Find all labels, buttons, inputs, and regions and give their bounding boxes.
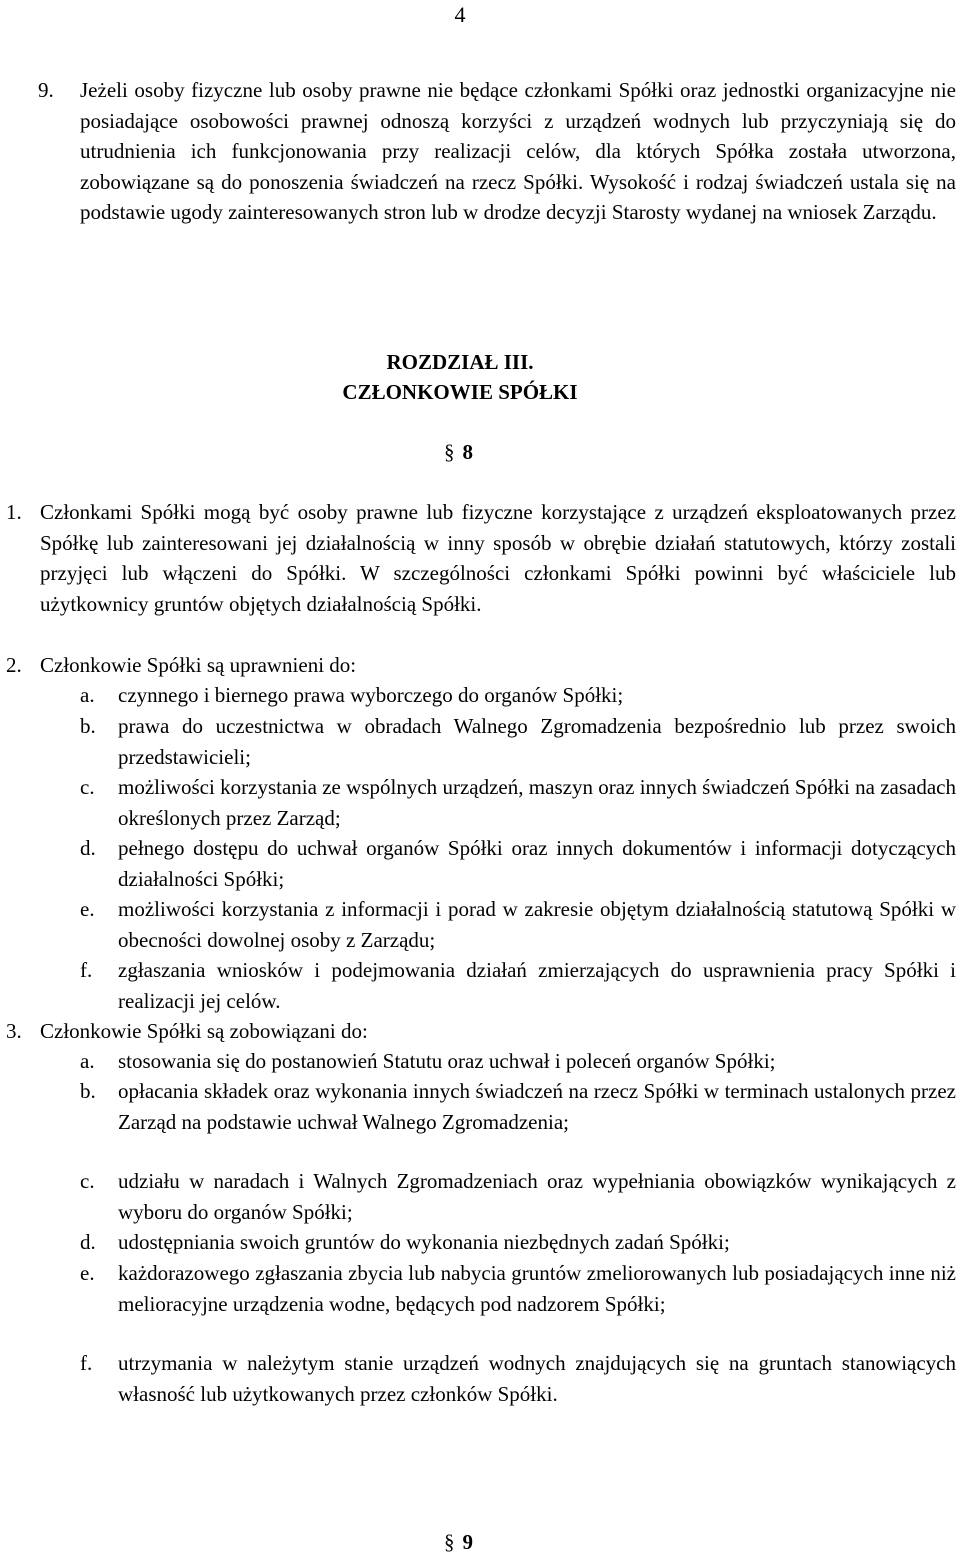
section-number: 8 [462, 440, 473, 464]
list-item: możliwości korzystania ze wspólnych urządzeń, maszyn oraz innych świadczeń Spółki na zasadach określonych przez Zarząd; [118, 775, 956, 830]
section-9-heading [444, 1527, 473, 1557]
list-item-letter: e. [80, 1261, 95, 1285]
list-item: czynnego i biernego prawa wyborczego do organów Spółki; [118, 683, 624, 707]
point-number: 1. [6, 500, 22, 524]
point-1-text: Członkami Spółki mogą być osoby prawne lub fizyczne korzystające z urządzeń eksploatowanych przez Spółkę lub zainteresowani jej działalnością w inny sposób w obrębie działań statutowych, którzy zostali przyjęci lub włączeni do Spółki. W szczególności członkami Spółki powinni być właściciele lub użytkownicy gruntów objętych działalnością Spółki. [40, 500, 956, 616]
section-sign: § [444, 1530, 455, 1554]
point-2-text: Członkowie Spółki są uprawnieni do: [40, 653, 357, 677]
point-number: 3. [6, 1019, 22, 1043]
point-3-text: Członkowie Spółki są zobowiązani do: [40, 1019, 368, 1043]
list-item: każdorazowego zgłaszania zbycia lub nabycia gruntów zmeliorowanych lub posiadających inne niż melioracyjne urządzenia wodne, będących pod nadzorem Spółki; [118, 1261, 956, 1316]
list-item: prawa do uczestnictwa w obradach Walnego Zgromadzenia bezpośrednio lub przez swoich przedstawicieli; [118, 714, 956, 769]
list-item: pełnego dostępu do uchwał organów Spółki oraz innych dokumentów i informacji dotyczących działalności Spółki; [118, 836, 956, 891]
chapter-title: ROZDZIAŁ III. [386, 350, 534, 374]
list-item-letter: d. [80, 1230, 96, 1254]
list-item-letter: c. [80, 1169, 95, 1193]
list-item: stosowania się do postanowień Statutu oraz uchwał i poleceń organów Spółki; [118, 1049, 776, 1073]
section-8-heading [444, 437, 473, 467]
paragraph-9 [38, 75, 956, 228]
section-number: 9 [462, 1530, 473, 1554]
list-item: opłacania składek oraz wykonania innych świadczeń na rzecz Spółki w terminach ustalonych przez Zarząd na podstawie uchwał Walnego Zgromadzenia; [118, 1079, 956, 1134]
list-item-letter: f. [80, 958, 93, 982]
point-number: 2. [6, 653, 22, 677]
list-item-letter: b. [80, 714, 96, 738]
list-item: możliwości korzystania z informacji i porad w zakresie objętym działalnością statutową Spółki w obecności dowolnej osoby z Zarządu; [118, 897, 956, 952]
list-item-letter: a. [80, 683, 95, 707]
list-item-letter: e. [80, 897, 95, 921]
chapter-subtitle: CZŁONKOWIE SPÓŁKI [342, 380, 578, 404]
list-item: udziału w naradach i Walnych Zgromadzeniach oraz wypełniania obowiązków wynikających z wyboru do organów Spółki; [118, 1169, 956, 1224]
page-number: 4 [454, 2, 466, 27]
list-item: udostępniania swoich gruntów do wykonania niezbędnych zadań Spółki; [118, 1230, 730, 1254]
paragraph-text: Jeżeli osoby fizyczne lub osoby prawne nie będące członkami Spółki oraz jednostki organizacyjne nie posiadające osobowości prawnej odnoszą korzyści z urządzeń wodnych lub przyczyniają się do utrudnienia ich funkcjonowania przy realizacji celów, dla których Spółka została utworzona, zobowiązane są do ponoszenia świadczeń na rzecz Spółki. Wysokość i rodzaj świadczeń ustala się na podstawie ugody zainteresowanych stron lub w drodze decyzji Starosty wydanej na wniosek Zarządu. [80, 78, 956, 224]
list-item-letter: a. [80, 1049, 95, 1073]
list-item: utrzymania w należytym stanie urządzeń wodnych znajdujących się na gruntach stanowiących własność lub użytkowanych przez członków Spółki. [118, 1351, 956, 1406]
list-item-letter: f. [80, 1351, 93, 1375]
list-item-letter: b. [80, 1079, 96, 1103]
list-item-letter: c. [80, 775, 95, 799]
list-item-letter: d. [80, 836, 96, 860]
section-sign: § [444, 440, 455, 464]
paragraph-number: 9. [38, 78, 54, 102]
list-item: zgłaszania wniosków i podejmowania działań zmierzających do usprawnienia pracy Spółki i realizacji jej celów. [118, 958, 956, 1013]
